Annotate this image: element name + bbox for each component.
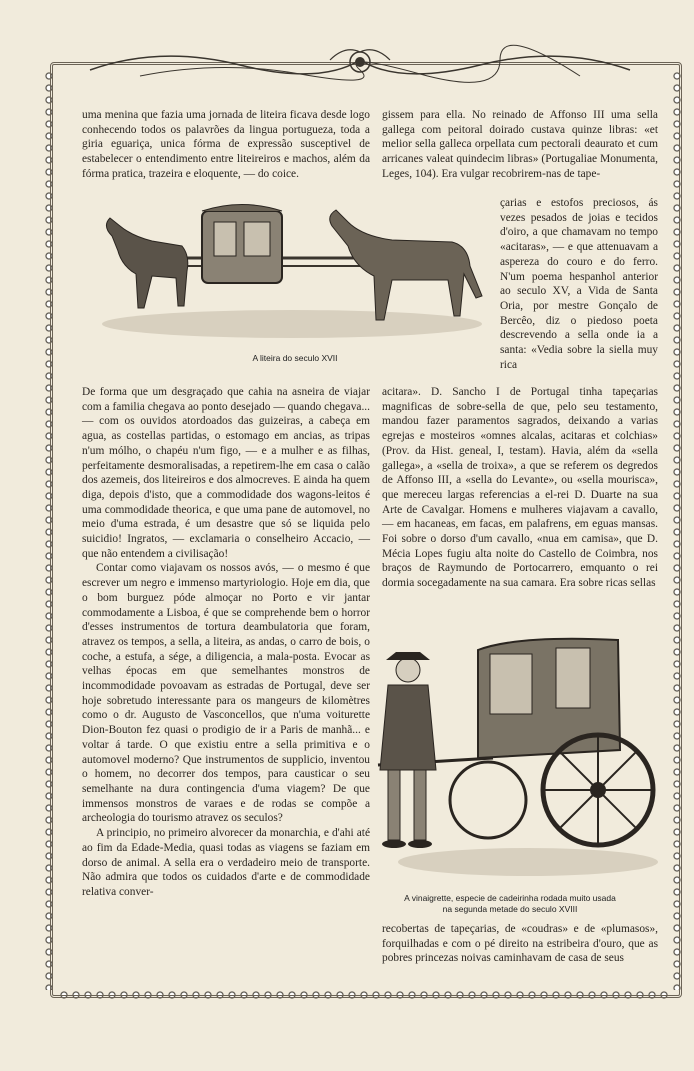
middle-right-column bbox=[382, 385, 658, 591]
paragraph: çarias e estofos preciosos, ás vezes pesados de joias e tecidos d'oiro, a que chamavam no tempo «acitaras», — e que attenuavam a aspereza do couro e do ferro. N'um poema hespanhol anterior ao seculo XV, a Vida de Santa Oria, por mestre Gonçalo de Bercêo, diz o piedoso poeta descrevendo a sella onde ia a santa: «Vedia sobre la siella muy rica bbox=[500, 197, 658, 371]
top-ornament bbox=[80, 40, 640, 90]
paragraph: uma menina que fazia uma jornada de liteira ficava desde logo conhecendo todos os palavrões da lingua portugueza, toda a giria eguariça, unica fórma de expressão susceptivel de estabelecer o entendimento entre liteireiros e machos, além da fórma pratica, trazeira e eloquente, — do coice. bbox=[82, 109, 370, 180]
paragraph: recobertas de tapeçarias, de «coudras» e de «plumasos», forquilhadas e com o pé direito na estribeira d'ouro, que as pobres princezas noivas caminhavam de casa de seus bbox=[382, 923, 658, 965]
paragraph: acitara». D. Sancho I de Portugal tinha tapeçarias magnificas de sobre-sella de que, pelo seu testamento, mandou fazer paramentos sagrados, deixando a varias egrejas e mosteiros «omnes alcalas, acitaras et colchias» (Prov. da Hist. geneal, I, testam). Havia, além da «sella gallega», a «sella de troixa», a que se referem os degredos de Affonso III, a «sella do Levante», ou «sella mourisca», que mereceu largas referencias a el-rei D. Duarte na sua Arte de Cavalgar. Homens e mulheres viajavam a cavallo, — em hacaneas, em facas, em palafrens, em eguas mansas. Foi sobre o dorso d'um cavallo, «nua em camisa», que D. Mécia Lopes fugiu alta noite do Castello de Coimbra, nos braços de Raymundo de Portocarrero, emquanto o rei dormia socegadamente na sua camara. Era sobre ricas sellas bbox=[382, 386, 658, 590]
paragraph: De forma que um desgraçado que cahia na asneira de viajar com a familia chegava ao ponto desejado — quando chegava... — com os ouvidos atordoados das guizeiras, a cabeça em agua, as costellas partidas, o estomago em ancias, as tripas n'um mólho, o chapéu n'um figo, — e a mulher e as filhas, perfeitamente desmoralisadas, a repetirem-lhe em casa o calão dos azemeis, dos liteireiros e dos almocreves. E ainda ha quem diga, depois d'isto, que a commodidade dos wagons-leitos é uma commodidade theorica, e que uma pane de automovel, no meio d'uma estrada, é um desastre que só se liquida pelo suicidio! Ingratos, — exclamaria o conselheiro Accacio, — que não entendem a civilisação! bbox=[82, 386, 370, 560]
paragraph: A principio, no primeiro alvorecer da monarchia, e d'ahi até ao fim da Edade-Media, quasi todas as viagens se faziam em dorso de animal. A sella era o verdadeiro meio de transporte. Não admira que todos os cuidados d'arte e de commodidade relativa conver- bbox=[82, 827, 370, 898]
top-right-column bbox=[382, 108, 658, 182]
liteira-illustration bbox=[92, 196, 492, 346]
middle-left-column bbox=[82, 385, 370, 900]
vinaigrette-illustration bbox=[358, 630, 658, 880]
paragraph: gissem para ella. No reinado de Affonso III uma sella gallega com peitoral doirado custava quinze libras: «et melior sella galleca orpellata cum pectorali deaurato et cum arricanes valeat quindecim libras» (Portugaliae Monumenta, Leges, 104). Era vulgar recobrirem-nas de tape- bbox=[382, 109, 658, 180]
right-narrow-column bbox=[500, 196, 658, 372]
caption-line-2: na segunda metade do seculo XVIII bbox=[442, 904, 578, 914]
caption-line-1: A vinaigrette, especie de cadeirinha rodada muito usada bbox=[404, 893, 616, 903]
caption-liteira: A liteira do seculo XVII bbox=[252, 353, 338, 363]
top-left-column bbox=[82, 108, 370, 182]
bottom-right-column bbox=[382, 922, 658, 966]
paragraph: Contar como viajavam os nossos avós, — o mesmo é que escrever um negro e immenso martyriologio. Hoje em dia, que o bom burguez póde almoçar no Porto e vir jantar commodamente a Lisboa, é que se comprehende bem o horror d'esses instrumentos de tortura deambulatoria que foram, atravez os tempos, a sella, a liteira, as andas, o carro de bois, o coche, a estufa, a sége, a diligencia, a mala-posta. Evocar as velhas épocas em que semelhantes monstros de incommodidade povoavam as estradas de Portugal, deve ser hoje sobretudo interessante para os mangeurs de kilomètres como o dr. Augusto de Vasconcellos, que n'uma voiturette Dion-Bouton fez quasi o prodigio de ir a Paris de manhã... e voltar á tarde. O que existiu entre a sella primitiva e o automovel moderno? Que instrumentos de supplicio, inventou o homem, no decorrer dos tempos, para causticar o seu semelhante na dura contingencia d'uma viagem? De que immensos monstros de varaes e de rodas se compõe a archeologia do tourismo atravez os seculos? bbox=[82, 562, 370, 825]
caption-vinaigrette bbox=[355, 893, 665, 915]
